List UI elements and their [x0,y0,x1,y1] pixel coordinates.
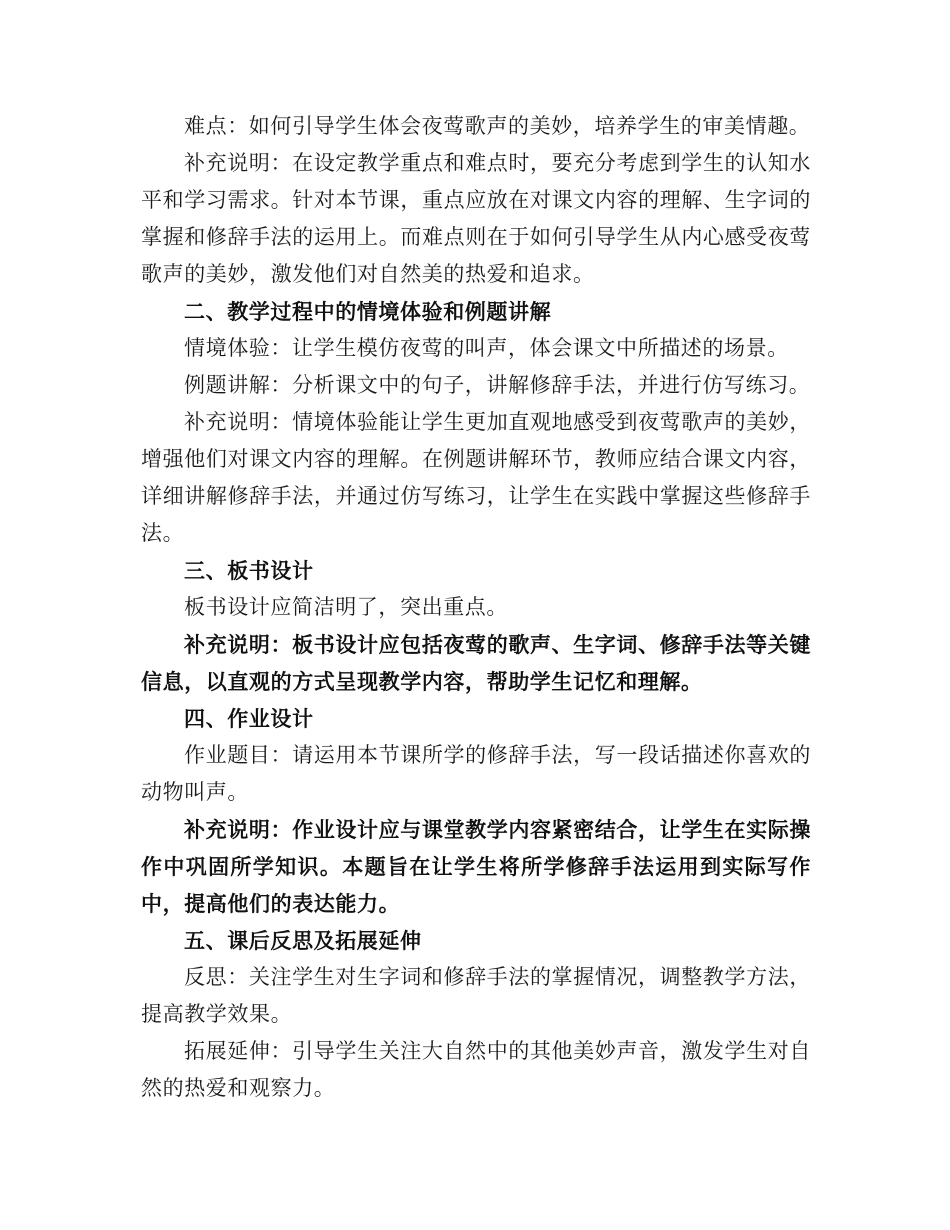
paragraph-supplement-2: 补充说明：情境体验能让学生更加直观地感受到夜莺歌声的美妙，增强他们对课文内容的理解。在例题讲解环节，教师应结合课文内容，详细讲解修辞手法，并通过仿写练习，让学生在实践中掌握这些修辞手法。 [141,410,811,545]
section-heading-4: 四、作业设计 [184,706,314,731]
paragraph-difficulty: 难点：如何引导学生体会夜莺歌声的美妙，培养学生的审美情趣。 [184,114,811,138]
section-heading-5: 五、课后反思及拓展延伸 [184,928,422,953]
paragraph-situation: 情境体验：让学生模仿夜莺的叫声，体会课文中所描述的场景。 [184,336,789,360]
paragraph-board: 板书设计应简洁明了，突出重点。 [184,595,508,619]
section-heading-3: 三、板书设计 [184,558,314,583]
document-body [141,108,811,1107]
paragraph-reflection: 反思：关注学生对生字词和修辞手法的掌握情况，调整教学方法，提高教学效果。 [141,965,811,1026]
paragraph-extension: 拓展延伸：引导学生关注大自然中的其他美妙声音，激发学生对自然的热爱和观察力。 [141,1039,811,1100]
section-heading-2: 二、教学过程中的情境体验和例题讲解 [184,299,552,324]
paragraph-homework: 作业题目：请运用本节课所学的修辞手法，写一段话描述你喜欢的动物叫声。 [141,743,811,804]
paragraph-supplement-4: 补充说明：作业设计应与课堂教学内容紧密结合，让学生在实际操作中巩固所学知识。本题旨在让学生将所学修辞手法运用到实际写作中，提高他们的表达能力。 [141,817,811,916]
paragraph-example: 例题讲解：分析课文中的句子，讲解修辞手法，并进行仿写练习。 [184,373,811,397]
paragraph-supplement-1: 补充说明：在设定教学重点和难点时，要充分考虑到学生的认知水平和学习需求。针对本节课，重点应放在对课文内容的理解、生字词的掌握和修辞手法的运用上。而难点则在于如何引导学生从内心感受夜莺歌声的美妙，激发他们对自然美的热爱和追求。 [141,151,811,286]
paragraph-supplement-3: 补充说明：板书设计应包括夜莺的歌声、生字词、修辞手法等关键信息，以直观的方式呈现教学内容，帮助学生记忆和理解。 [141,632,811,694]
